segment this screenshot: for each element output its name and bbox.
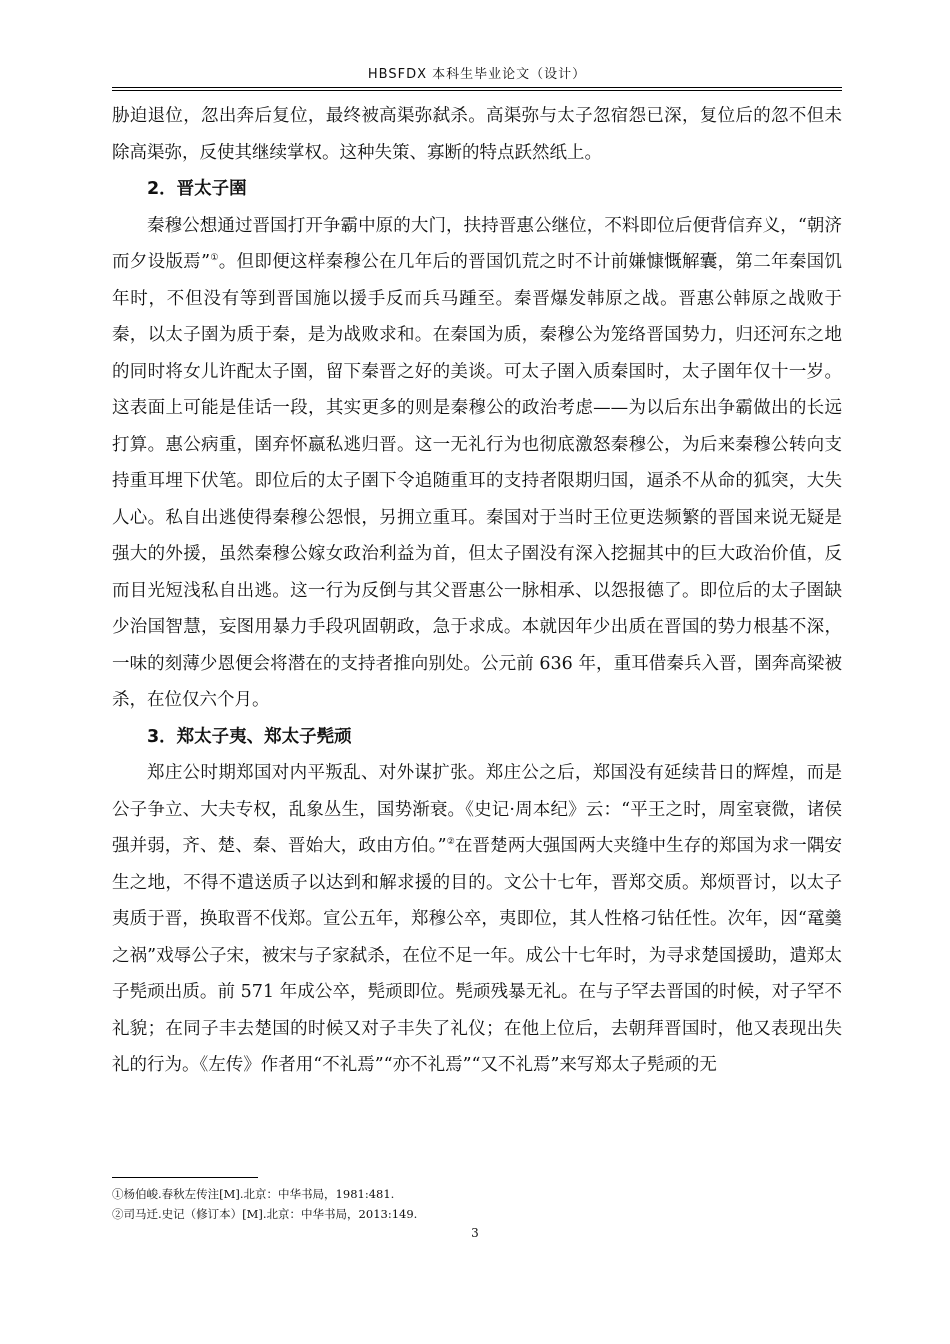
running-header: HBSFDX 本科生毕业论文（设计） — [367, 67, 587, 82]
paragraph-text: 秦穆公想通过晋国打开争霸中原的大门，扶持晋惠公继位，不料即位后便背信弃义，“朝济而夕设版焉” — [112, 215, 842, 272]
header-rule — [112, 87, 842, 88]
section-heading-jin-prince-yu: 2．晋太子圉 — [147, 179, 247, 199]
section-heading-zheng-princes: 3．郑太子夷、郑太子髡顽 — [147, 726, 352, 747]
footnote-marker-2[interactable]: ② — [446, 837, 455, 848]
paragraph-continued: 胁迫退位，忽出奔后复位，最终被高渠弥弑杀。高渠弥与太子忽宿怨已深，复位后的忽不但未除高渠弥，反使其继续掌权。这种失策、寡断的特点跃然纸上。 — [112, 106, 842, 163]
paragraph-text: 郑庄公时期郑国对内平叛乱、对外谋扩张。郑庄公之后，郑国没有延续昔日的辉煌，而是公子争立、大夫专权，乱象丛生，国势渐衰。《史记·周本纪》云：“平王之时，周室衰微，诸侯强并弱，齐、楚、秦、晋始大，政由方伯。” — [112, 763, 842, 856]
header-rule-thin — [112, 90, 842, 91]
footnotes — [112, 1184, 842, 1224]
footnote-1: ①杨伯峻.春秋左传注[M].北京：中华书局，1981:481. — [112, 1187, 395, 1201]
paragraph-jin-prince-yu — [112, 208, 842, 719]
paragraph-text: 在晋楚两大强国两大夹缝中生存的郑国为求一隅安生之地，不得不遣送质子以达到和解求援的目的。文公十七年，晋郑交质。郑烦晋讨，以太子夷质于晋，换取晋不伐郑。宣公五年，郑穆公卒，夷即位，其人性格刁钻任性。次年，因“鼋羹之祸”戏辱公子宋，被宋与子家弑杀，在位不足一年。成公十七年时，为寻求楚国援助，遣郑太子髡顽出质。前 571 年成公卒，髡顽即位。髡顽残暴无礼。在与子罕去晋国的时候，对子罕不礼貌；在同子丰去楚国的时候又对子丰失了礼仪；在他上位后，去朝拜晋国时，他又表现出失礼的行为。《左传》作者用“不礼焉”“亦不礼焉”“又不礼焉”来写郑太子髡顽的无 — [112, 836, 842, 1075]
page-number: 3 — [471, 1226, 479, 1240]
paragraph-zheng-princes — [112, 755, 842, 1084]
body-text — [112, 98, 842, 1084]
footnote-marker-1[interactable]: ① — [210, 253, 219, 264]
footnote-2: ②司马迁.史记（修订本）[M].北京：中华书局，2013:149. — [112, 1207, 418, 1221]
footnote-separator — [112, 1177, 258, 1178]
paragraph-text: 。但即便这样秦穆公在几年后的晋国饥荒之时不计前嫌慷慨解囊，第二年秦国饥年时，不但没有等到晋国施以援手反而兵马踵至。秦晋爆发韩原之战。晋惠公韩原之战败于秦，以太子圉为质于秦，是为战败求和。在秦国为质，秦穆公为笼络晋国势力，归还河东之地的同时将女儿许配太子圉，留下秦晋之好的美谈。可太子圉入质秦国时，太子圉年仅十一岁。这表面上可能是佳话一段，其实更多的则是秦穆公的政治考虑——为以后东出争霸做出的长远打算。惠公病重，圉弃怀嬴私逃归晋。这一无礼行为也彻底激怒秦穆公，为后来秦穆公转向支持重耳埋下伏笔。即位后的太子圉下令追随重耳的支持者限期归国，逼杀不从命的狐突，大失人心。私自出逃使得秦穆公怨恨，另拥立重耳。秦国对于当时王位更迭频繁的晋国来说无疑是强大的外援，虽然秦穆公嫁女政治利益为首，但太子圉没有深入挖掘其中的巨大政治价值，反而目光短浅私自出逃。这一行为反倒与其父晋惠公一脉相承、以怨报德了。即位后的太子圉缺少治国智慧，妄图用暴力手段巩固朝政，急于求成。本就因年少出质在晋国的势力根基不深，一味的刻薄少恩便会将潜在的支持者推向别处。公元前 636 年，重耳借秦兵入晋，圉奔高梁被杀，在位仅六个月。 — [112, 252, 842, 710]
